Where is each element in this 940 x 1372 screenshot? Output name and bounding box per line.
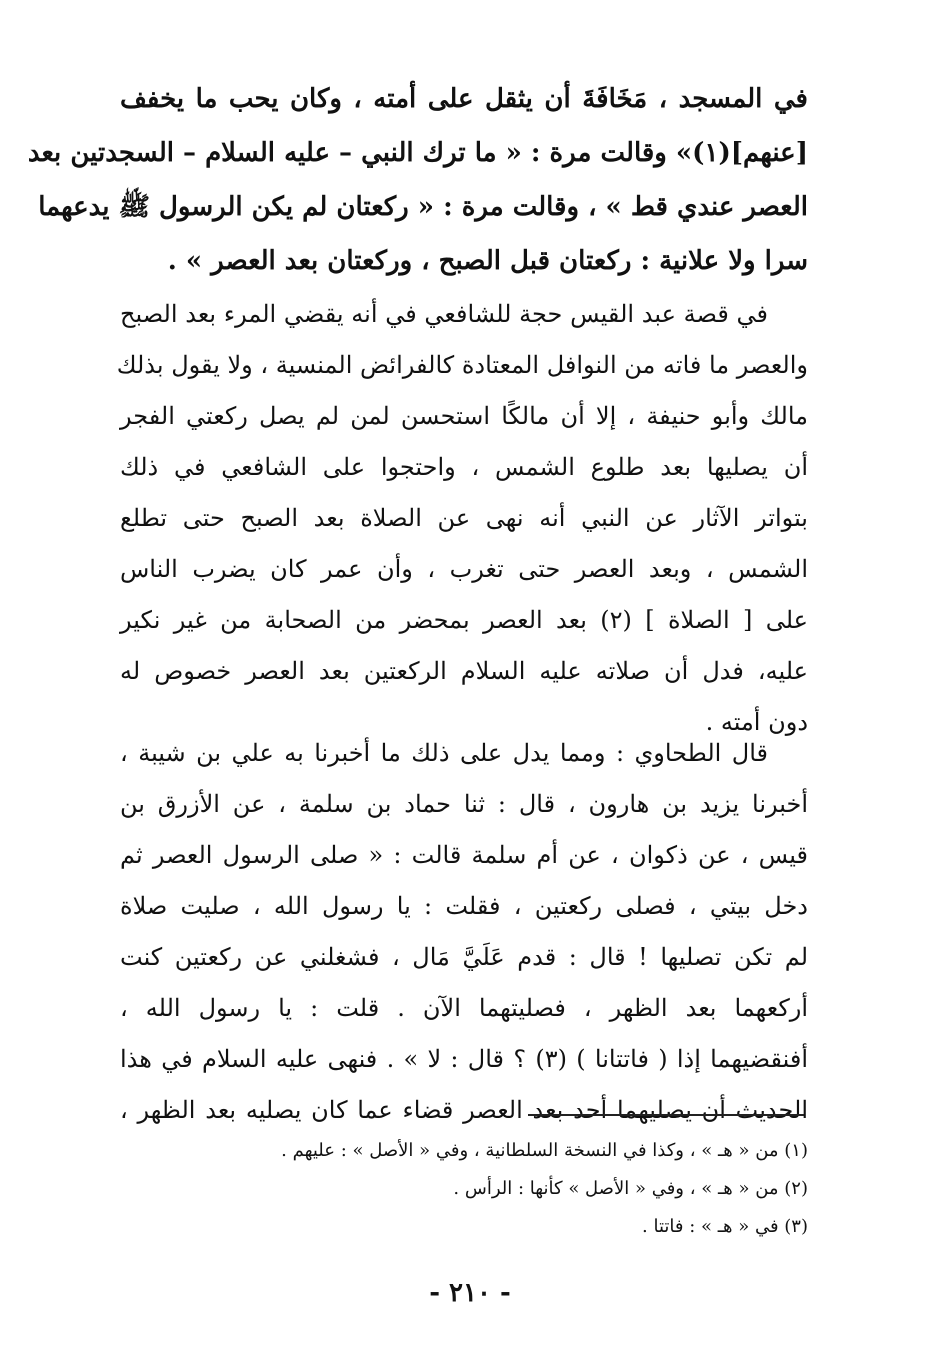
text-line: في قصة عبد القيس حجة للشافعي في أنه يقضي المرء بعد الصبح	[120, 300, 768, 328]
text-line: سرا ولا علانية : ركعتان قبل الصبح ، وركعتان بعد العصر » .	[167, 246, 808, 276]
footnote-divider	[528, 1114, 804, 1116]
footnote-1: (١) من « هـ » ، وكذا في النسخة السلطانية ، وفي « الأصل » : عليهم .	[281, 1140, 808, 1161]
footnotes	[168, 1132, 808, 1246]
text-line: الشمس ، وبعد العصر حتى تغرب ، وأن عمر كان يضرب الناس	[120, 555, 808, 583]
text-line: العصر عندي قط » ، وقالت مرة : « ركعتان لم يكن الرسول ﷺ يدعهما	[38, 192, 808, 222]
text-line: في المسجد ، مَخَافَةَ أن يثقل على أمته ، وكان يحب ما يخفف	[120, 84, 808, 114]
text-line: بتواتر الآثار عن النبي أنه نهى عن الصلاة بعد الصبح حتى تطلع	[120, 504, 808, 532]
text-block-paragraph-2	[120, 728, 808, 1136]
text-line: عليه، فدل أن صلاته عليه السلام الركعتين بعد العصر خصوص له	[120, 657, 808, 685]
text-line: أخبرنا يزيد بن هارون ، قال : ثنا حماد بن سلمة ، عن الأزرق بن	[120, 790, 808, 818]
text-line: دون أمته .	[705, 708, 808, 736]
footnote-3: (٣) في « هـ » : فاتتا .	[642, 1216, 808, 1237]
text-line: قال الطحاوي : ومما يدل على ذلك ما أخبرنا به علي بن شيبة ،	[120, 739, 768, 767]
text-line: الحديث أن يصليهما أحد بعد العصر قضاء عما كان يصليه بعد الظهر ،	[120, 1096, 808, 1124]
text-line: أن يصليها بعد طلوع الشمس ، واحتجوا على الشافعي في ذلك	[120, 453, 808, 481]
text-line: على [ الصلاة ] (٢) بعد العصر بمحضر من الصحابة من غير نكير	[120, 606, 809, 634]
text-line: أفنقضيهما إذا ( فاتتانا ) (٣) ؟ قال : لا » . فنهى عليه السلام في هذا	[120, 1045, 809, 1073]
text-line: دخل بيتي ، فصلى ركعتين ، فقلت : يا رسول الله ، صليت صلاة	[120, 892, 808, 920]
text-line: قيس ، عن ذكوان ، عن أم سلمة قالت : « صلى الرسول العصر ثم	[120, 841, 808, 869]
text-line: مالك وأبو حنيفة ، إلا أن مالكًا استحسن لمن لم يصل ركعتي الفجر	[120, 402, 808, 430]
page-number: - ٢١٠ -	[429, 1278, 511, 1308]
text-block-paragraph-1	[116, 289, 809, 748]
text-line: والعصر ما فاته من النوافل المعتادة كالفرائض المنسية ، ولا يقول بذلك	[116, 351, 808, 379]
text-line: أركعهما بعد الظهر ، فصليتهما الآن . قلت : يا رسول الله ،	[120, 994, 808, 1022]
text-line: [عنهم](١)» وقالت مرة : « ما ترك النبي – عليه السلام – السجدتين بعد	[27, 138, 808, 168]
text-line: لم تكن تصليها ! قال : قدم عَلَيَّ مَال ، فشغلني عن ركعتين كنت	[120, 943, 808, 971]
footnote-2: (٢) من « هـ » ، وفي « الأصل » كأنها : الرأس .	[453, 1178, 808, 1199]
text-block-hadith-quote	[27, 72, 808, 288]
